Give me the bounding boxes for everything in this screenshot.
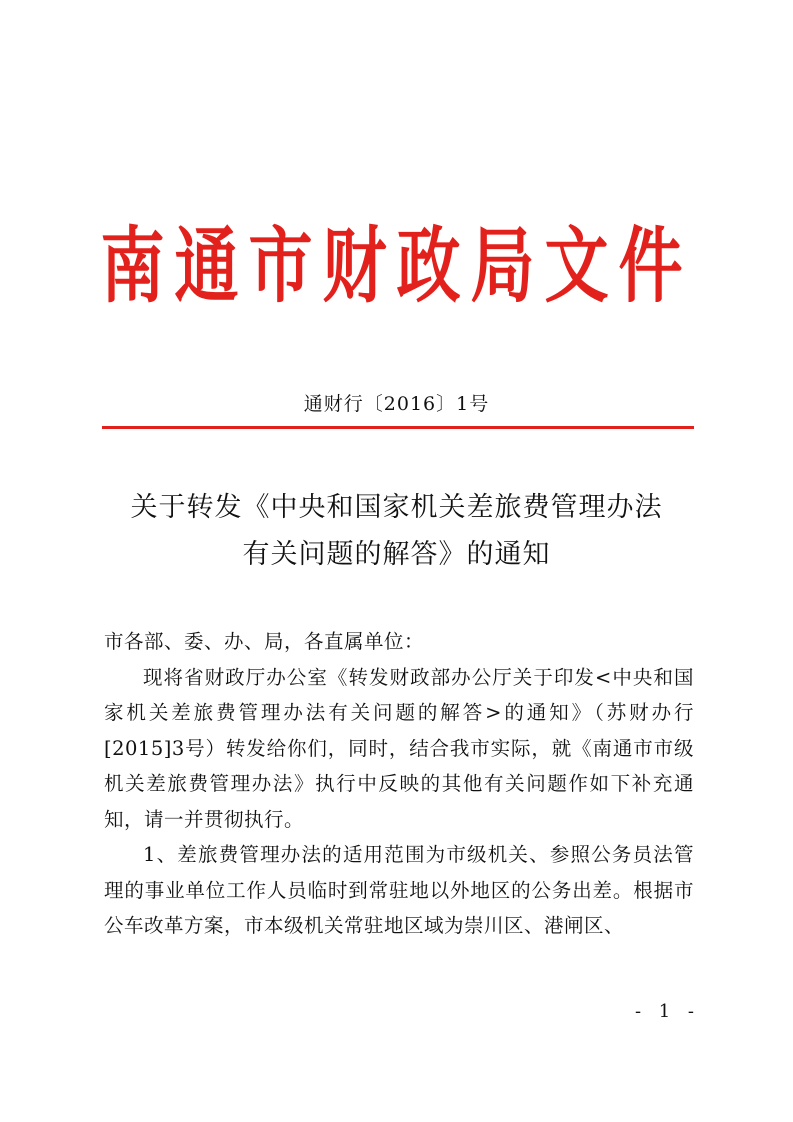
document-title-line-1: 关于转发《中央和国家机关差旅费管理办法: [130, 492, 663, 523]
recipients-line: 市各部、委、办、局，各直属单位：: [104, 630, 425, 653]
document-title-line-2: 有关问题的解答》的通知: [242, 539, 551, 570]
body-paragraph-2: 1、差旅费管理办法的适用范围为市级机关、参照公务员法管理的事业单位工作人员临时到常驻地以外地区的公务出差。根据市公车改革方案，市本级机关常驻地区域为崇川区、港闸区、: [104, 843, 694, 937]
red-separator-line: [102, 426, 694, 429]
issuing-authority-header: 南通市财政局文件: [100, 219, 693, 315]
document-number: 通财行〔2016〕1号: [303, 393, 490, 415]
document-body: [104, 624, 694, 944]
page-number: - 1 -: [634, 1001, 700, 1022]
body-paragraph-1: 现将省财政厅办公室《转发财政部办公厅关于印发<中央和国家机关差旅费管理办法有关问题的解答>的通知》（苏财办行[2015]3号）转发给你们，同时，结合我市实际，就《南通市市级机关差旅费管理办法》执行中反映的其他有关问题作如下补充通知，请一并贯彻执行。: [104, 665, 694, 831]
document-title: [80, 484, 713, 578]
